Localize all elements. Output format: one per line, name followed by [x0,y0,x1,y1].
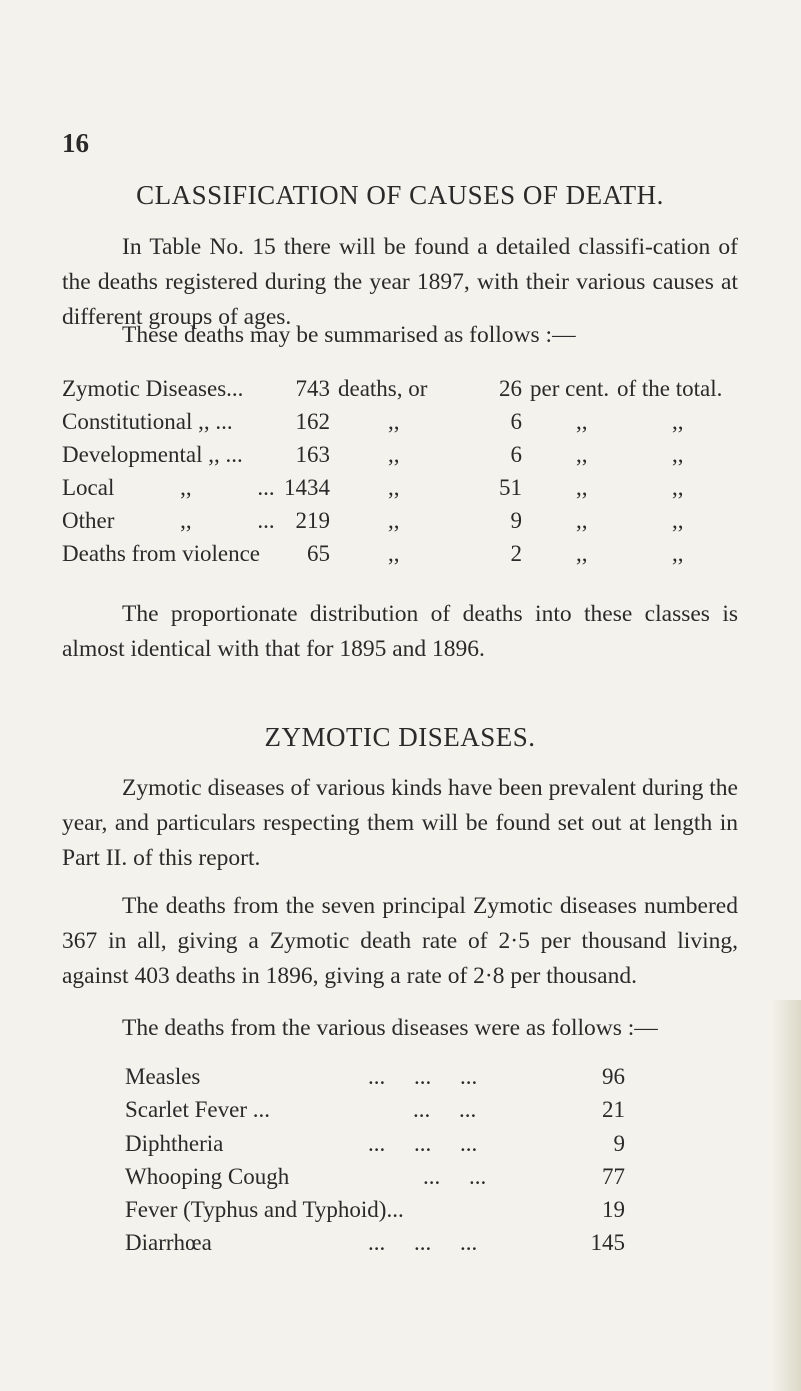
summary-tail: ,, [672,409,684,434]
summary-unit: ,, [388,442,400,467]
disease-name: Diphtheria [125,1131,224,1156]
disease-row [125,1230,625,1260]
disease-name: Measles [125,1064,201,1089]
summary-pct-label: ,, [576,475,588,500]
heading-classification: CLASSIFICATION OF CAUSES OF DEATH. [136,180,664,210]
disease-dots: ... ... [413,1097,477,1122]
summary-count: 743 [295,376,330,401]
summary-label: Local ,, ... [62,475,275,500]
disease-name: Whooping Cough [125,1164,290,1189]
summary-pct-label: ,, [576,442,588,467]
summary-count: 1434 [284,475,330,500]
disease-row [125,1197,625,1227]
disease-name: Diarrhœa [125,1230,212,1255]
summary-intro: These deaths may be summarised as follows :— [122,322,576,348]
summary-label: Developmental ,, ... [62,442,243,467]
disease-count: 19 [602,1197,625,1222]
disease-count: 145 [590,1230,625,1255]
summary-count: 163 [295,442,330,467]
disease-count: 9 [613,1131,625,1156]
distribution-paragraph: The proportionate distribution of deaths into these classes is almost identical with that for 1895 and 1896. [62,601,738,662]
zymotic-rate-paragraph: The deaths from the seven principal Zymotic diseases numbered 367 in all, giving a Zymotic death rate of 2·5 per thousand living, against 403 deaths in 1896, giving a rate of 2·8 per thousand. [62,893,738,989]
disease-count: 77 [602,1164,625,1189]
summary-row [62,409,742,439]
summary-row [62,442,742,472]
disease-count: 21 [602,1097,625,1122]
summary-label: Zymotic Diseases... [62,376,244,401]
disease-row [125,1097,625,1127]
summary-label: Deaths from violence [62,541,260,566]
disease-name: Scarlet Fever ... [125,1097,270,1122]
summary-row [62,475,742,505]
intro-paragraph: In Table No. 15 there will be found a detailed classifi-cation of the deaths registered during the year 1897, with their various causes at different groups of ages. [62,234,738,330]
summary-tail: ,, [672,508,684,533]
summary-tail: of the total. [617,376,723,401]
summary-pct: 6 [510,442,522,467]
diseases-intro: The deaths from the various diseases were as follows :— [122,1015,658,1041]
disease-name: Fever (Typhus and Typhoid)... [125,1197,404,1222]
summary-pct-label: per cent. [530,376,610,401]
zymotic-intro-paragraph: Zymotic diseases of various kinds have been prevalent during the year, and particulars respecting them will be found set out at length in Part II. of this report. [62,775,738,871]
page-edge-shading [771,1000,801,1391]
summary-pct-label: ,, [576,508,588,533]
summary-pct: 6 [510,409,522,434]
summary-unit: ,, [388,541,400,566]
disease-row [125,1131,625,1161]
disease-dots: ... ... ... [368,1131,478,1156]
summary-label: Constitutional ,, ... [62,409,233,434]
disease-row [125,1064,625,1094]
summary-tail: ,, [672,541,684,566]
summary-tail: ,, [672,442,684,467]
disease-row [125,1164,625,1194]
summary-count: 219 [295,508,330,533]
summary-pct: 51 [499,475,522,500]
disease-dots: ... ... [423,1164,487,1189]
summary-pct: 2 [510,541,522,566]
summary-pct-label: ,, [576,409,588,434]
disease-count: 96 [602,1064,625,1089]
summary-count: 65 [307,541,330,566]
disease-dots: ... ... ... [368,1064,478,1089]
heading-zymotic-diseases: ZYMOTIC DISEASES. [264,722,536,752]
disease-dots: ... ... ... [368,1230,478,1255]
summary-unit: deaths, or [338,376,428,401]
summary-row [62,541,742,571]
summary-row [62,376,742,406]
summary-row [62,508,742,538]
summary-label: Other ,, ... [62,508,275,533]
summary-count: 162 [295,409,330,434]
page-number: 16 [62,128,89,158]
summary-pct: 9 [510,508,522,533]
summary-unit: ,, [388,475,400,500]
summary-tail: ,, [672,475,684,500]
summary-pct-label: ,, [576,541,588,566]
summary-unit: ,, [388,508,400,533]
summary-unit: ,, [388,409,400,434]
summary-pct: 26 [499,376,522,401]
